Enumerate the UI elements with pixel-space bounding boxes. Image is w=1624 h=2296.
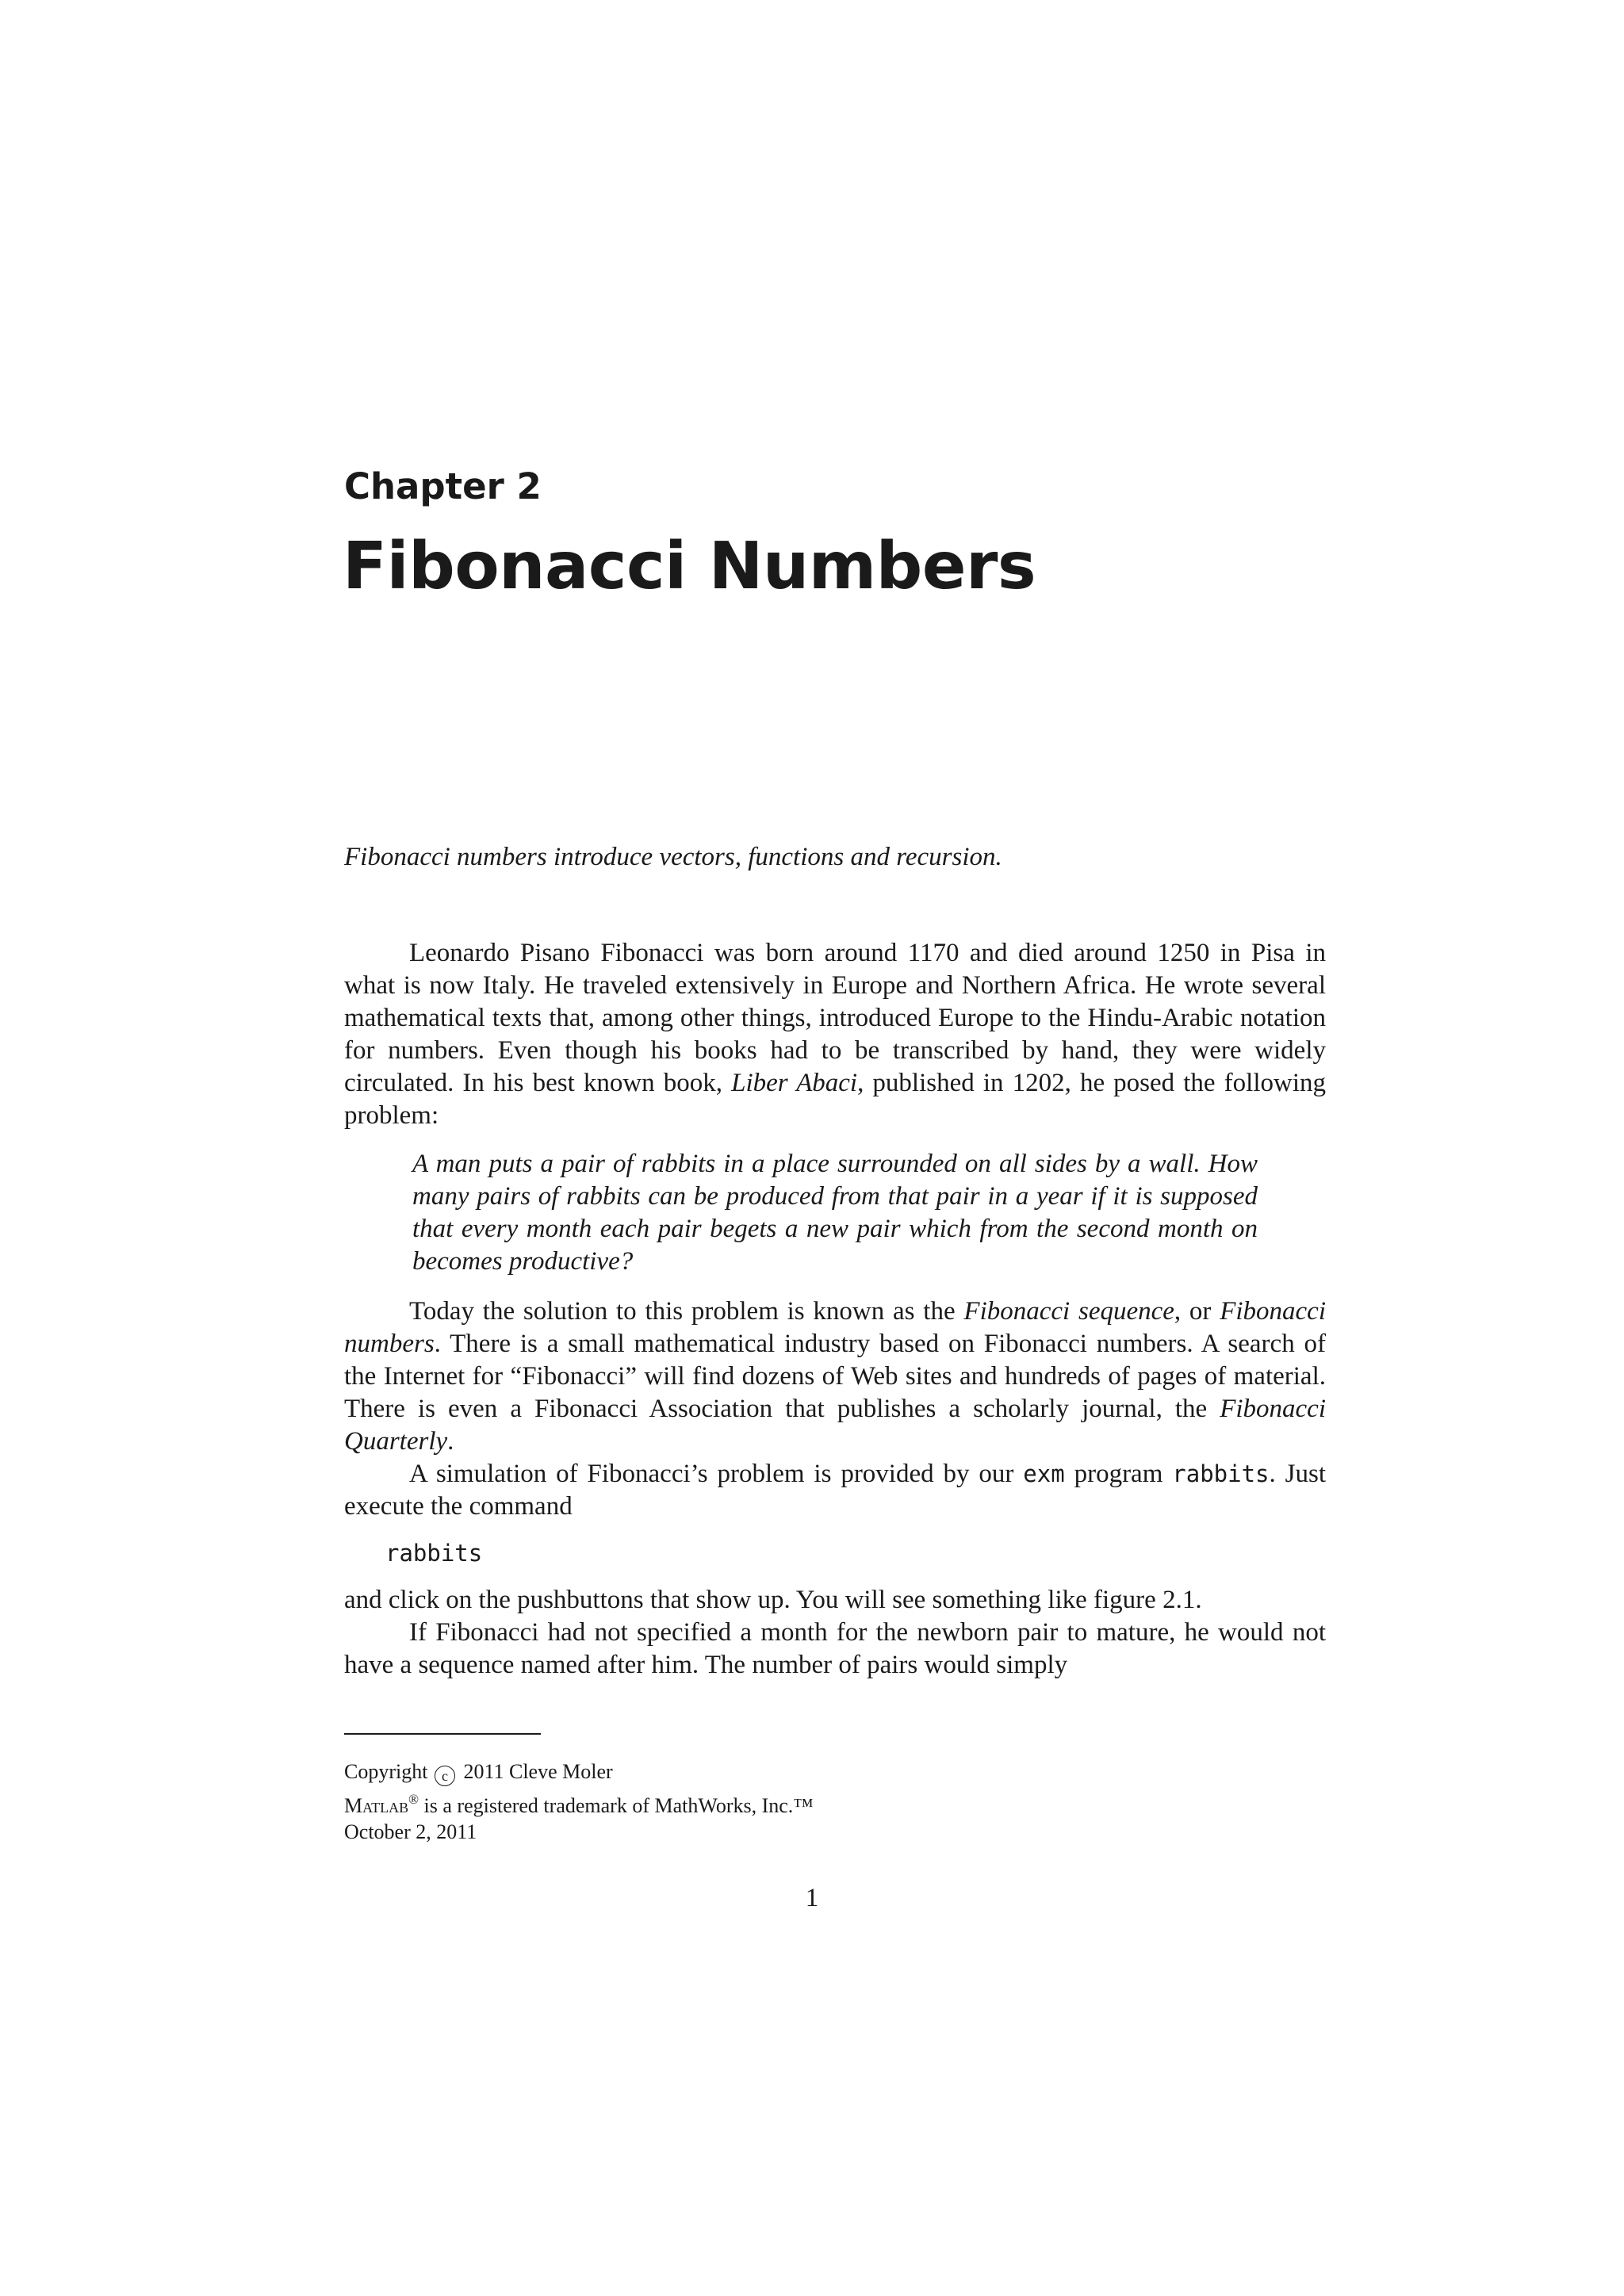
page-number: 1	[805, 1884, 819, 1912]
paragraph-pushbuttons: and click on the pushbuttons that show up. You will see something like figure 2.1.	[344, 1586, 1202, 1614]
code-rabbits: rabbits	[1172, 1460, 1270, 1487]
chapter-label: Chapter 2	[344, 465, 542, 507]
footnote-rule	[344, 1733, 541, 1735]
chapter-title: Fibonacci Numbers	[343, 529, 1036, 604]
footnote-copyright: Copyright c 2011 Cleve Moler	[344, 1758, 814, 1786]
code-command: rabbits	[385, 1540, 483, 1567]
book-title: Liber Abaci	[731, 1069, 858, 1097]
footnote	[344, 1758, 814, 1845]
block-quote: A man puts a pair of rabbits in a place surrounded on all sides by a wall. How many pairs of rabbits can be produced from that pair in a year if it is supposed that every month each pair begets a new pair which from the second month on becomes productive?	[412, 1150, 1258, 1276]
term-fibonacci-numbers: Fibonacci numbers	[344, 1297, 1326, 1358]
paragraph-newborn: If Fibonacci had not specified a month for the newborn pair to mature, he would not have a sequence named after him. The number of pairs would simply	[344, 1618, 1326, 1679]
registered-icon: ®	[408, 1792, 419, 1807]
paragraph-solution: Today the solution to this problem is known as the Fibonacci sequence, or Fibonacci numbers. There is a small mathematical industry based on Fibonacci numbers. A search of the Internet for “Fibonacci” will find dozens of Web sites and hundreds of pages of material. There is even a Fibonacci Association that publishes a scholarly journal, the Fibonacci Quarterly.	[344, 1297, 1326, 1456]
code-exm: exm	[1023, 1460, 1065, 1487]
body-text	[344, 937, 1326, 1682]
footnote-trademark: Matlab® is a registered trademark of MathWorks, Inc.™	[344, 1792, 814, 1817]
footnote-date: October 2, 2011	[344, 1820, 477, 1843]
paragraph-intro: Leonardo Pisano Fibonacci was born around 1170 and died around 1250 in Pisa in what is now Italy. He traveled extensively in Europe and Northern Africa. He wrote several mathematical texts that, among other things, introduced Europe to the Hindu-Arabic notation for numbers. Even though his books had to be transcribed by hand, they were widely circulated. In his best known book, Liber Abaci, published in 1202, he posed the following problem:	[344, 939, 1326, 1130]
copyright-icon: c	[435, 1766, 455, 1786]
paragraph-simulation: A simulation of Fibonacci’s problem is provided by our exm program rabbits. Just execute the command	[344, 1460, 1326, 1521]
term-fibonacci-sequence: Fibonacci sequence	[963, 1297, 1174, 1326]
chapter-epigraph: Fibonacci numbers introduce vectors, functions and recursion.	[344, 843, 1002, 871]
journal-title: Fibonacci Quarterly	[344, 1395, 1326, 1456]
